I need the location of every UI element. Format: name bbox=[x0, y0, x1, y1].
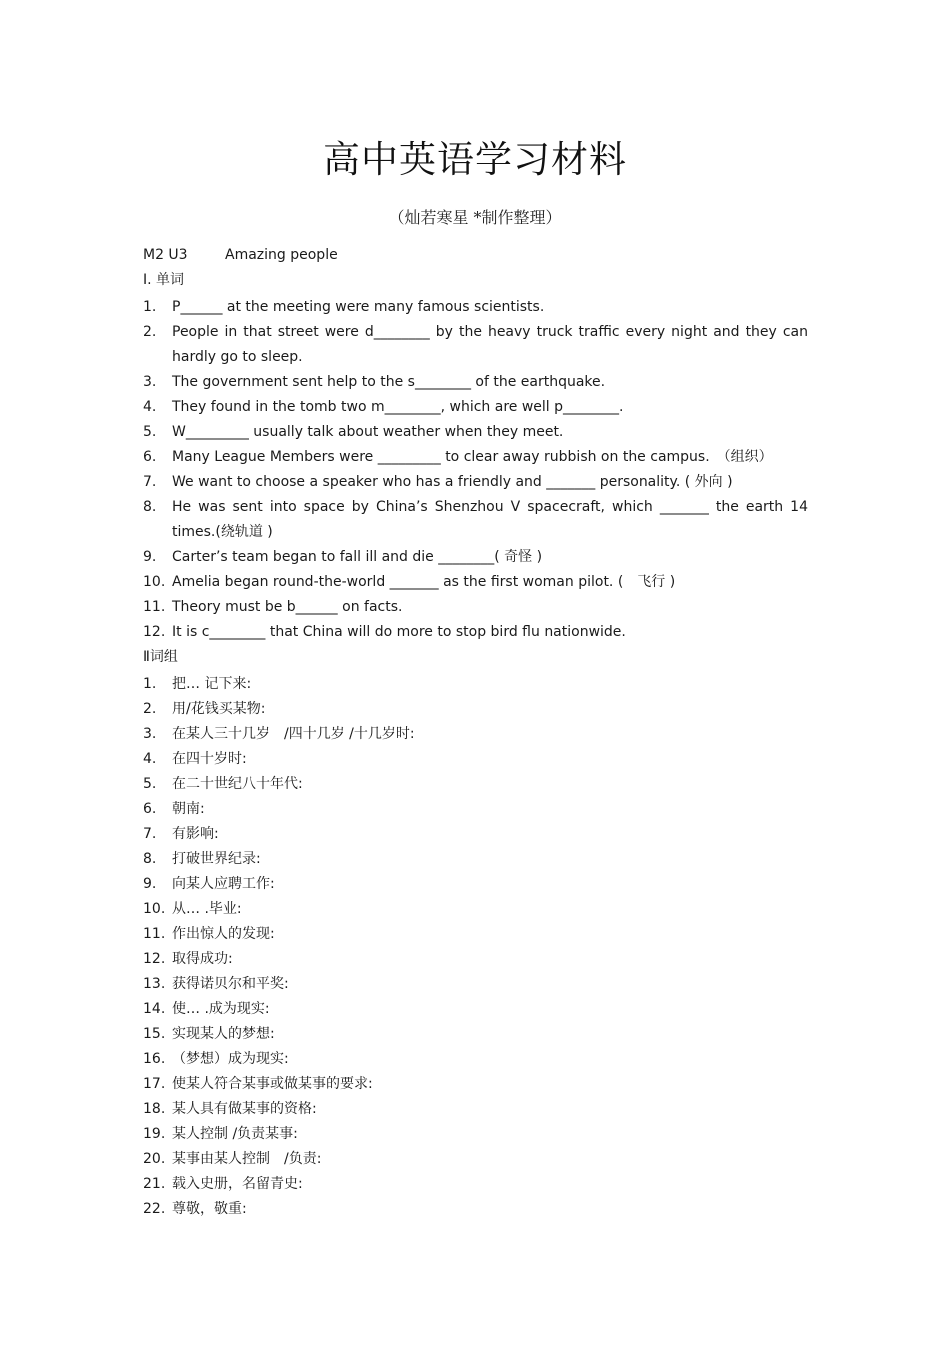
list-item bbox=[143, 1022, 808, 1047]
section-phrases-heading: Ⅱ词组 bbox=[143, 649, 178, 665]
list-item bbox=[143, 470, 808, 495]
item-text: 实现某人的梦想: bbox=[172, 1026, 275, 1042]
item-text: 打破世界纪录: bbox=[172, 851, 261, 867]
item-number: 2. bbox=[143, 324, 157, 340]
list-item bbox=[143, 1172, 808, 1197]
list-item bbox=[143, 295, 808, 320]
list-item bbox=[143, 897, 808, 922]
item-number: 22. bbox=[143, 1201, 166, 1217]
item-text: 载入史册，名留青史: bbox=[172, 1176, 303, 1192]
list-item bbox=[143, 797, 808, 822]
item-number: 2. bbox=[143, 701, 157, 717]
item-number: 19. bbox=[143, 1126, 166, 1142]
list-item bbox=[143, 620, 808, 645]
item-number: 1. bbox=[143, 299, 157, 315]
item-text: 某人具有做某事的资格: bbox=[172, 1101, 317, 1117]
item-number: 9. bbox=[143, 549, 157, 565]
item-text: Many League Members were _________ to clear away rubbish on the campus. （组织） bbox=[172, 449, 773, 465]
item-number: 6. bbox=[143, 801, 157, 817]
item-text: Amelia began round-the-world _______ as the first woman pilot. ( 飞行 ) bbox=[172, 574, 676, 590]
unit-code: M2 U3 bbox=[143, 247, 188, 263]
list-item bbox=[143, 595, 808, 620]
item-text: He was sent into space by China’s Shenzhou V spacecraft, which _______ the earth 14 times.(绕轨道 ) bbox=[172, 499, 808, 540]
list-item bbox=[143, 997, 808, 1022]
item-text: 用/花钱买某物: bbox=[172, 701, 266, 717]
item-text: 使某人符合某事或做某事的要求: bbox=[172, 1076, 373, 1092]
item-number: 16. bbox=[143, 1051, 166, 1067]
list-item bbox=[143, 1122, 808, 1147]
list-item bbox=[143, 947, 808, 972]
item-number: 1. bbox=[143, 676, 157, 692]
list-item bbox=[143, 722, 808, 747]
item-text: 取得成功: bbox=[172, 951, 233, 967]
item-text: Theory must be b______ on facts. bbox=[172, 599, 403, 615]
item-number: 10. bbox=[143, 574, 166, 590]
item-text: 在某人三十几岁 /四十几岁 /十几岁时: bbox=[172, 726, 415, 742]
item-number: 18. bbox=[143, 1101, 166, 1117]
list-item bbox=[143, 972, 808, 997]
list-item bbox=[143, 847, 808, 872]
item-number: 7. bbox=[143, 826, 157, 842]
section-vocabulary-heading: Ⅰ. 单词 bbox=[143, 272, 185, 288]
item-text: 从… .毕业: bbox=[172, 901, 242, 917]
item-number: 12. bbox=[143, 624, 166, 640]
item-number: 10. bbox=[143, 901, 166, 917]
item-text: 朝南: bbox=[172, 801, 205, 817]
item-text: 向某人应聘工作: bbox=[172, 876, 275, 892]
item-number: 9. bbox=[143, 876, 157, 892]
document-subtitle: （灿若寒星 *制作整理） bbox=[388, 208, 562, 227]
item-text: 把… 记下来: bbox=[172, 676, 252, 692]
item-text: 在四十岁时: bbox=[172, 751, 247, 767]
item-number: 3. bbox=[143, 374, 157, 390]
list-item bbox=[143, 872, 808, 897]
list-item bbox=[143, 395, 808, 420]
list-item bbox=[143, 922, 808, 947]
worksheet-content bbox=[143, 243, 808, 1222]
item-number: 8. bbox=[143, 499, 157, 515]
list-item bbox=[143, 320, 808, 370]
item-number: 14. bbox=[143, 1001, 166, 1017]
item-text: 获得诺贝尔和平奖: bbox=[172, 976, 289, 992]
item-text: W_________ usually talk about weather when they meet. bbox=[172, 424, 564, 440]
item-text: It is c________ that China will do more to stop bird flu nationwide. bbox=[172, 624, 626, 640]
item-text: We want to choose a speaker who has a friendly and _______ personality. ( 外向 ) bbox=[172, 474, 733, 490]
item-number: 15. bbox=[143, 1026, 166, 1042]
item-number: 17. bbox=[143, 1076, 166, 1092]
unit-heading bbox=[143, 243, 808, 268]
item-number: 21. bbox=[143, 1176, 166, 1192]
item-number: 11. bbox=[143, 926, 166, 942]
item-number: 6. bbox=[143, 449, 157, 465]
item-number: 4. bbox=[143, 399, 157, 415]
list-item bbox=[143, 772, 808, 797]
item-text: 尊敬，敬重: bbox=[172, 1201, 247, 1217]
item-text: （梦想）成为现实: bbox=[172, 1051, 289, 1067]
phrase-list bbox=[143, 672, 808, 1222]
list-item bbox=[143, 1047, 808, 1072]
list-item bbox=[143, 822, 808, 847]
item-number: 12. bbox=[143, 951, 166, 967]
list-item bbox=[143, 1097, 808, 1122]
item-number: 4. bbox=[143, 751, 157, 767]
list-item bbox=[143, 570, 808, 595]
list-item bbox=[143, 370, 808, 395]
list-item bbox=[143, 1072, 808, 1097]
unit-name: Amazing people bbox=[225, 247, 338, 263]
item-number: 11. bbox=[143, 599, 166, 615]
item-text: 某事由某人控制 /负责: bbox=[172, 1151, 322, 1167]
document-title: 高中英语学习材料 bbox=[323, 138, 627, 181]
item-text: 在二十世纪八十年代: bbox=[172, 776, 303, 792]
item-text: People in that street were d________ by the heavy truck traffic every night and they can hardly go to sleep. bbox=[172, 324, 808, 365]
item-number: 5. bbox=[143, 424, 157, 440]
list-item bbox=[143, 445, 808, 470]
item-number: 7. bbox=[143, 474, 157, 490]
item-text: 使… .成为现实: bbox=[172, 1001, 270, 1017]
item-number: 8. bbox=[143, 851, 157, 867]
item-text: They found in the tomb two m________, which are well p________. bbox=[172, 399, 624, 415]
list-item bbox=[143, 697, 808, 722]
item-text: Carter’s team began to fall ill and die ________( 奇怪 ) bbox=[172, 549, 543, 565]
list-item bbox=[143, 672, 808, 697]
vocabulary-list bbox=[143, 295, 808, 645]
item-text: 作出惊人的发现: bbox=[172, 926, 275, 942]
list-item bbox=[143, 747, 808, 772]
item-number: 13. bbox=[143, 976, 166, 992]
list-item bbox=[143, 420, 808, 445]
item-text: 有影响: bbox=[172, 826, 219, 842]
item-number: 3. bbox=[143, 726, 157, 742]
list-item bbox=[143, 1147, 808, 1172]
item-number: 20. bbox=[143, 1151, 166, 1167]
item-number: 5. bbox=[143, 776, 157, 792]
item-text: The government sent help to the s________ of the earthquake. bbox=[172, 374, 606, 390]
item-text: P______ at the meeting were many famous scientists. bbox=[172, 299, 545, 315]
list-item bbox=[143, 545, 808, 570]
list-item bbox=[143, 495, 808, 545]
list-item bbox=[143, 1197, 808, 1222]
item-text: 某人控制 /负责某事: bbox=[172, 1126, 298, 1142]
